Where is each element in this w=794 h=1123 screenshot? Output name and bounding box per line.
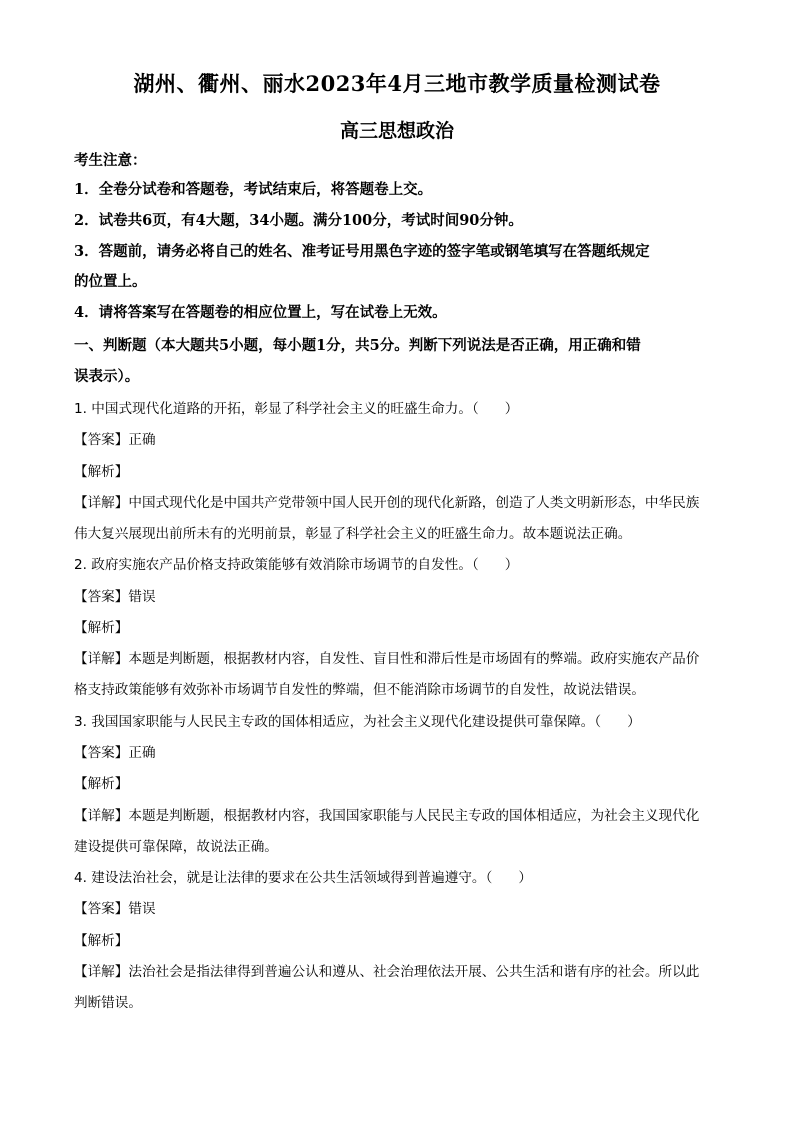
notice-item-3-cont: 的位置上。: [74, 273, 147, 290]
question-1-detail-cont: 伟大复兴展现出前所未有的光明前景，彰显了科学社会主义的旺盛生命力。故本题说法正确。: [74, 526, 632, 542]
question-1-answer: 【答案】正确: [74, 432, 156, 448]
notice-item-1: 1．全卷分试卷和答题卷，考试结束后，将答题卷上交。: [74, 181, 433, 198]
exam-title: 湖州、衢州、丽水2023年4月三地市教学质量检测试卷: [133, 71, 661, 96]
question-1-analysis-label: 【解析】: [74, 464, 129, 480]
question-3-stem: 3. 我国国家职能与人民民主专政的国体相适应，为社会主义现代化建设提供可靠保障。（ ）: [74, 714, 641, 730]
question-3-answer: 【答案】正确: [74, 745, 156, 761]
question-2-analysis-label: 【解析】: [74, 620, 129, 636]
question-4-answer: 【答案】错误: [74, 901, 156, 917]
question-3-detail: 【详解】本题是判断题，根据教材内容，我国国家职能与人民民主专政的国体相适应，为社会主义现代化: [74, 808, 700, 824]
question-3-detail-cont: 建设提供可靠保障，故说法正确。: [74, 839, 278, 855]
notice-heading: 考生注意：: [74, 152, 147, 169]
question-2-detail: 【详解】本题是判断题，根据教材内容，自发性、盲目性和滞后性是市场固有的弊端。政府实施农产品价: [74, 651, 700, 667]
question-1-stem: 1. 中国式现代化道路的开拓，彰显了科学社会主义的旺盛生命力。（ ）: [74, 401, 519, 417]
notice-item-3: 3．答题前，请务必将自己的姓名、准考证号用黑色字迹的签字笔或钢笔填写在答题纸规定: [74, 243, 650, 260]
question-2-answer: 【答案】错误: [74, 589, 156, 605]
section-heading-cont: 误表示）。: [74, 368, 140, 385]
question-4-detail-cont: 判断错误。: [74, 995, 142, 1011]
section-heading: 一、判断题（本大题共5小题，每小题1分，共5分。判断下列说法是否正确，用正确和错: [74, 337, 641, 354]
question-4-detail: 【详解】法治社会是指法律得到普遍公认和遵从、社会治理依法开展、公共生活和谐有序的社会。所以此: [74, 964, 700, 980]
exam-subject: 高三思想政治: [339, 120, 454, 142]
question-1-detail: 【详解】中国式现代化是中国共产党带领中国人民开创的现代化新路，创造了人类文明新形态，中华民族: [74, 495, 700, 511]
question-3-analysis-label: 【解析】: [74, 776, 129, 792]
question-2-detail-cont: 格支持政策能够有效弥补市场调节自发性的弊端，但不能消除市场调节的自发性，故说法错误。: [74, 682, 645, 698]
question-4-stem: 4. 建设法治社会，就是让法律的要求在公共生活领域得到普遍遵守。（ ）: [74, 870, 532, 886]
question-4-analysis-label: 【解析】: [74, 933, 129, 949]
notice-item-4: 4．请将答案写在答题卷的相应位置上，写在试卷上无效。: [74, 304, 447, 321]
question-2-stem: 2. 政府实施农产品价格支持政策能够有效消除市场调节的自发性。（ ）: [74, 557, 519, 573]
notice-item-2: 2．试卷共6页，有4大题，34小题。满分100分，考试时间90分钟。: [74, 212, 523, 229]
